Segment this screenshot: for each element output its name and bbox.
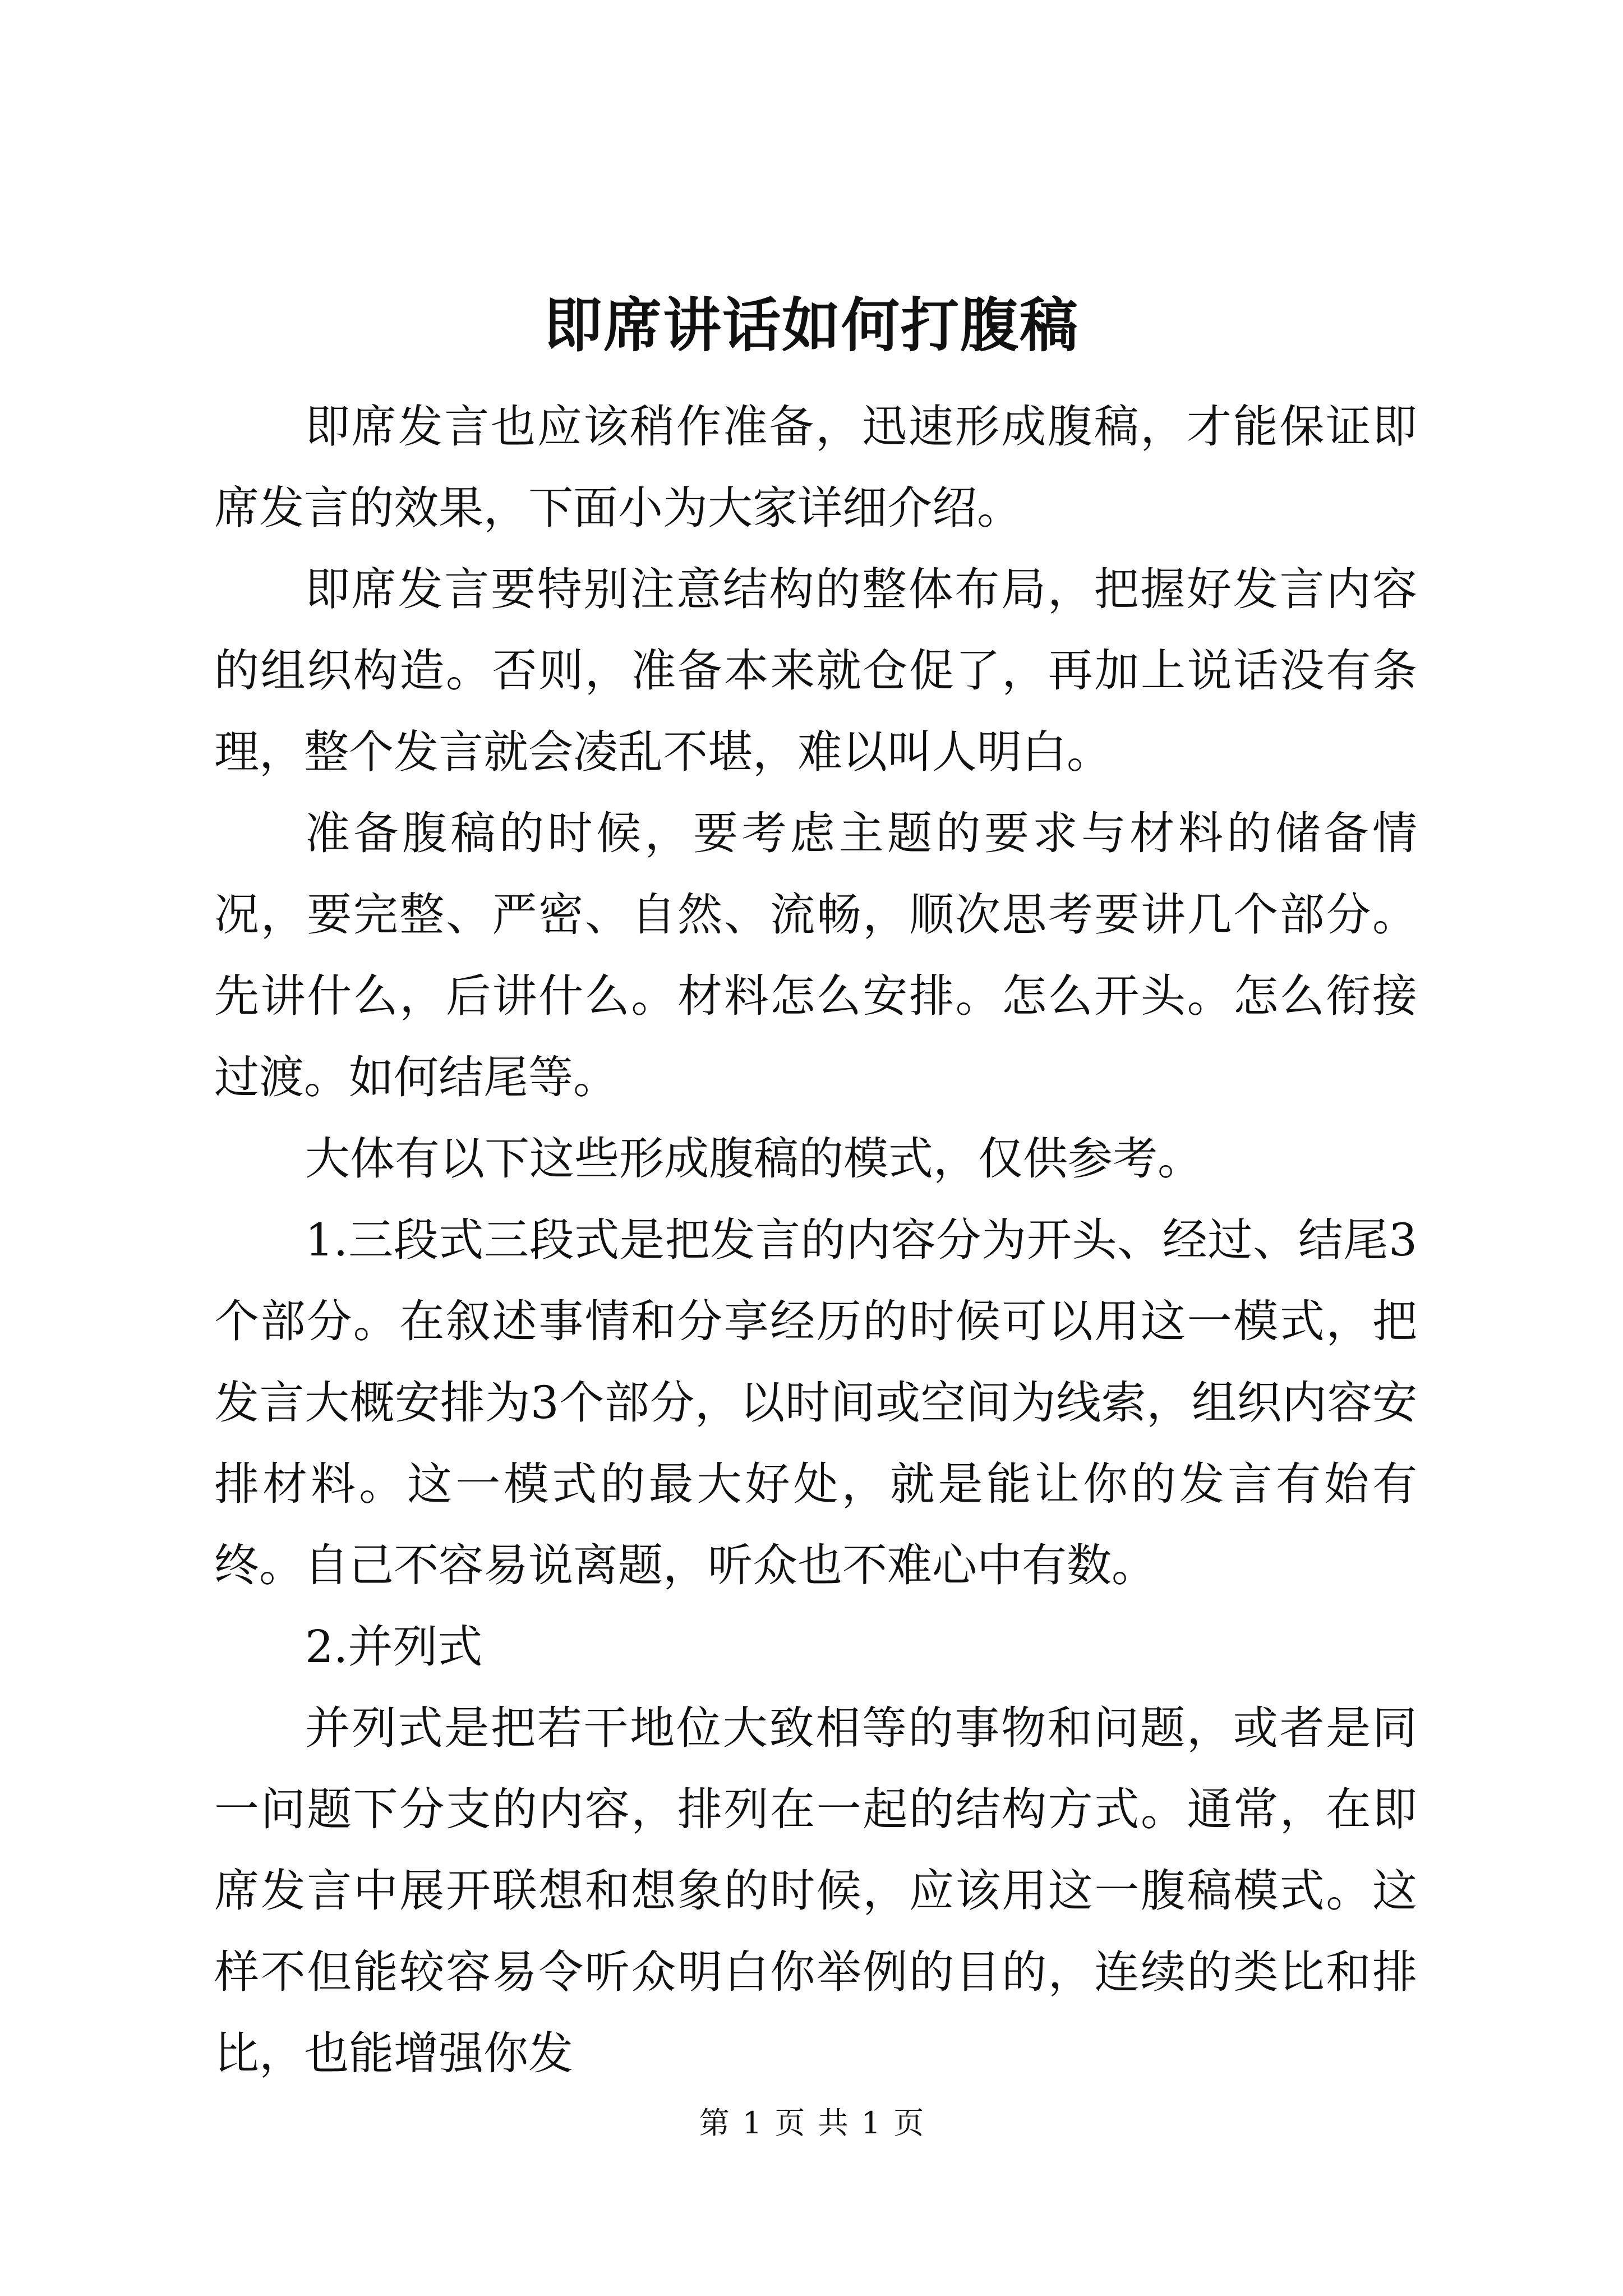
document-body — [214, 386, 1417, 2094]
document-title: 即席讲话如何打腹稿 — [543, 291, 1079, 360]
paragraph-intro: 即席发言也应该稍作准备，迅速形成腹稿，才能保证即席发言的效果，下面小为大家详细介绍。 — [214, 401, 1417, 534]
paragraph-patterns-intro: 大体有以下这些形成腹稿的模式，仅供参考。 — [305, 1133, 1202, 1185]
paragraph-three-part: 1.三段式三段式是把发言的内容分为开头、经过、结尾3个部分。在叙述事情和分享经历的时候可以用这一模式，把发言大概安排为3个部分，以时间或空间为线索，组织内容安排材料。这一模式的最大好处，就是能让你的发言有始有终。自己不容易说离题，听众也不难心中有数。 — [214, 1214, 1417, 1591]
paragraph-preparation: 准备腹稿的时候，要考虑主题的要求与材料的储备情况，要完整、严密、自然、流畅，顺次思考要讲几个部分。先讲什么，后讲什么。材料怎么安排。怎么开头。怎么衔接过渡。如何结尾等。 — [214, 807, 1417, 1103]
paragraph-structure: 即席发言要特别注意结构的整体布局，把握好发言内容的组织构造。否则，准备本来就仓促了，再加上说话没有条理，整个发言就会凌乱不堪，难以叫人明白。 — [214, 563, 1417, 778]
heading-parallel: 2.并列式 — [305, 1621, 483, 1673]
paragraph-parallel: 并列式是把若干地位大致相等的事物和问题，或者是同一问题下分支的内容，排列在一起的结构方式。通常，在即席发言中展开联想和想象的时候，应该用这一腹稿模式。这样不但能较容易令听众明白你举例的目的，连续的类比和排比，也能增强你发 — [214, 1702, 1417, 2079]
page-number-footer: 第 1 页 共 1 页 — [699, 2105, 924, 2141]
